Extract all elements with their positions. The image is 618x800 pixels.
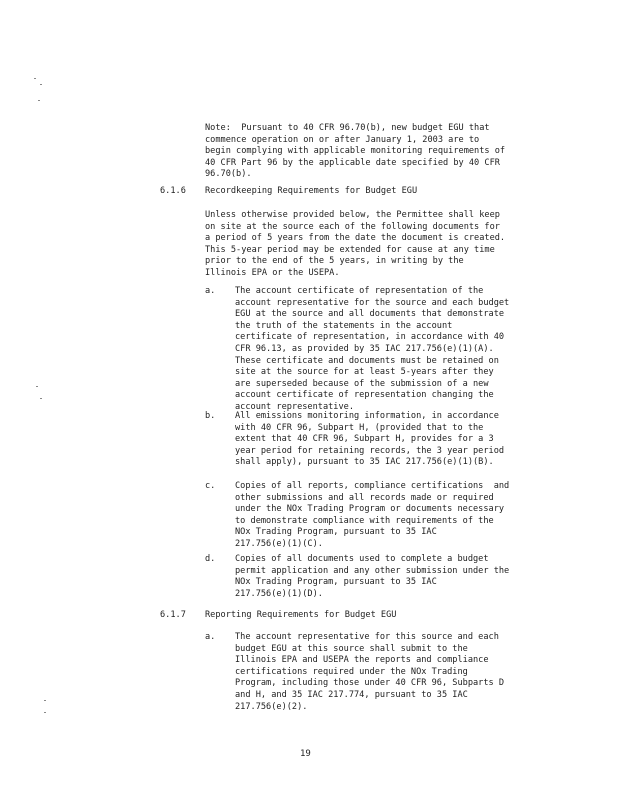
item-letter: a. (205, 632, 216, 642)
item-letter: d. (205, 554, 216, 564)
scan-speck (36, 386, 38, 387)
item-text: All emissions monitoring information, in accordance with 40 CFR 96, Subpart H, (provided that to the extent that 40 CFR 96, Subpart H, provides for a 3 year period for retaining records, the 3 year period shall apply), pursuant to 35 IAC 217.756(e)(1)(B). (235, 411, 505, 468)
scan-speck (40, 84, 42, 85)
item-letter: c. (205, 481, 216, 491)
item-text: The account certificate of representation of the account representative for the source and each budget EGU at the source and all documents that demonstrate the truth of the statements in the account certificate of representation, in accordance with 40 CFR 96.13, as provided by 35 IAC 217.756(e)(1)(A). These certificate and documents must be retained on site at the source for at least 5-years after they are superseded because of the submission of a new account certificate of representation changing the account representative. (235, 286, 510, 412)
item-letter: a. (205, 286, 216, 296)
page-number: 19 (300, 749, 311, 759)
list-item (205, 632, 545, 716)
scan-speck (44, 712, 46, 713)
scan-speck (44, 700, 46, 701)
item-text: The account representative for this source and each budget EGU at this source shall submit to the Illinois EPA and USEPA the reports and compliance certifications required under the NOx Trading Program, including those under 40 CFR 96, Subparts D and H, and 35 IAC 217.774, pursuant to 35 IAC 217.756(e)(2). (235, 632, 505, 712)
scan-speck (38, 100, 40, 101)
section-number-6-1-7: 6.1.7 (160, 610, 186, 620)
list-item (205, 411, 545, 471)
item-text: Copies of all reports, compliance certifications and other submissions and all records made or required under the NOx Trading Program or documents necessary to demonstrate compliance with requirements of the NOx Trading Program, pursuant to 35 IAC 217.756(e)(1)(C). (235, 481, 510, 549)
section-number-6-1-6: 6.1.6 (160, 186, 186, 196)
list-item (205, 286, 545, 416)
list-item (205, 481, 545, 551)
item-text: Copies of all documents used to complete a budget permit application and any other submission under the NOx Trading Program, pursuant to 35 IAC 217.756(e)(1)(D). (235, 554, 510, 599)
recordkeeping-intro: Unless otherwise provided below, the Permittee shall keep on site at the source each of the following documents for a period of 5 years from the date the document is created. This 5-year period may be extended for cause at any time prior to the end of the 5 years, in writing by the Illinois EPA or the USEPA. (205, 210, 506, 278)
list-item (205, 554, 545, 602)
note-paragraph: Note: Pursuant to 40 CFR 96.70(b), new budget EGU that commence operation on or after January 1, 2003 are to begin complying with applicable monitoring requirements of 40 CFR Part 96 by the applicable date specified by 40 CFR 96.70(b). (205, 123, 506, 180)
section-title-6-1-6: Recordkeeping Requirements for Budget EGU (205, 186, 418, 196)
item-letter: b. (205, 411, 216, 421)
section-title-6-1-7: Reporting Requirements for Budget EGU (205, 610, 397, 620)
scan-speck (34, 78, 36, 79)
scan-speck (40, 398, 42, 399)
